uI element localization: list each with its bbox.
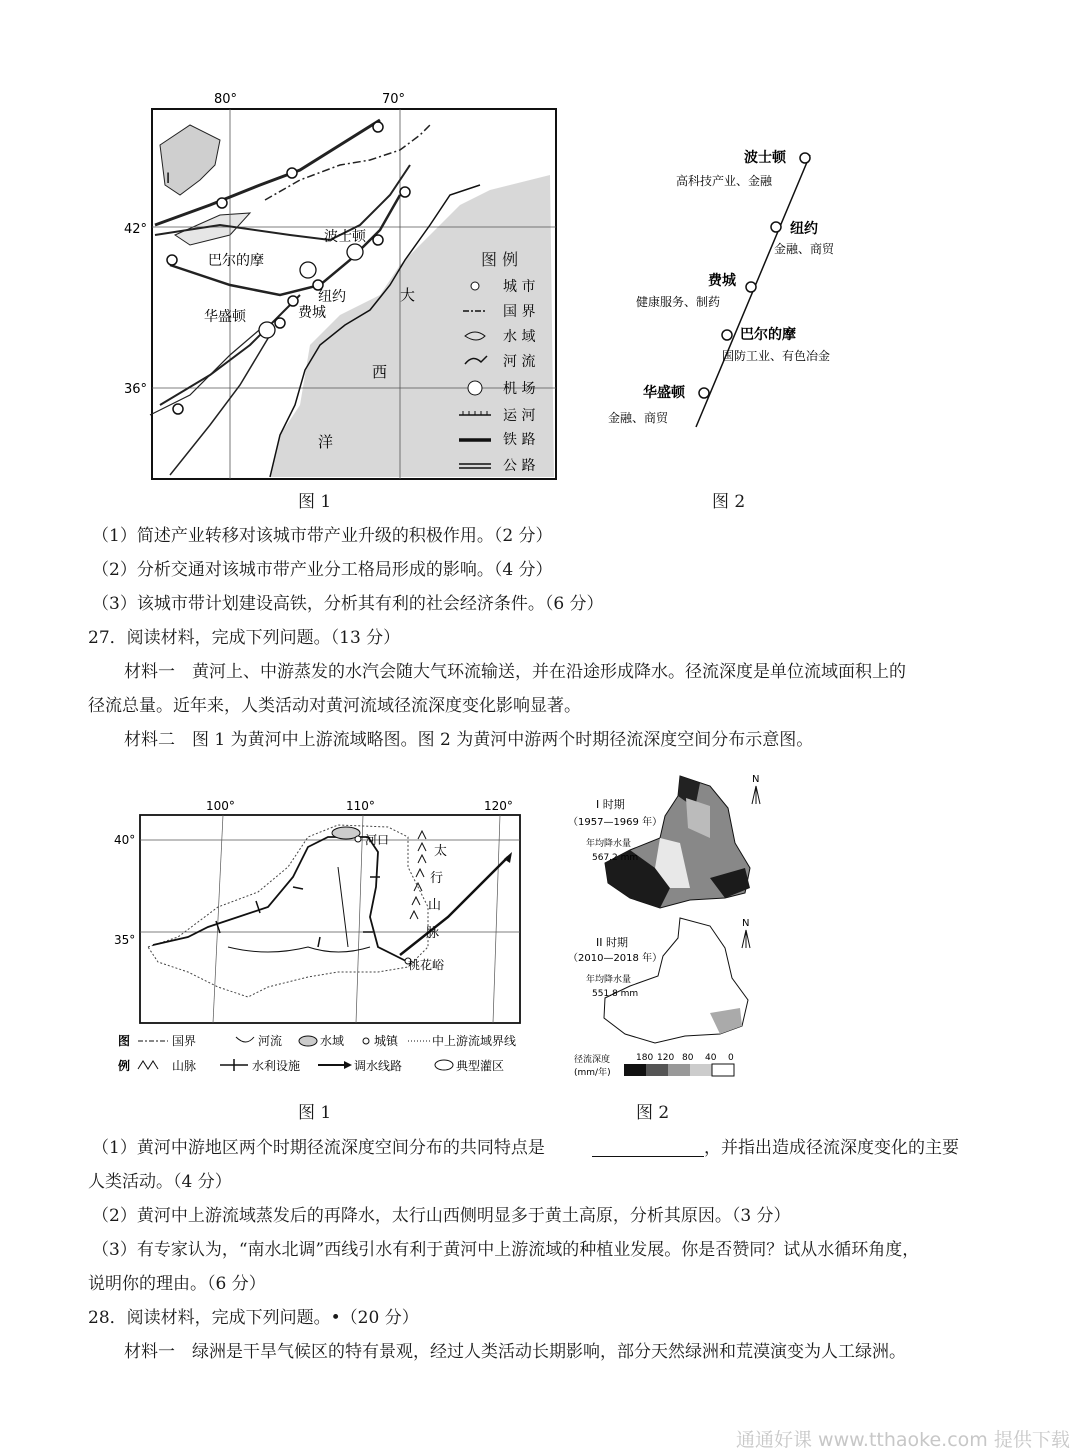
city-industry-diagram bbox=[600, 135, 870, 435]
svg-text:35°: 35° bbox=[114, 933, 136, 947]
q27-item-2: （2）黄河中上游流域蒸发后的再降水，太行山西侧明显多于黄土高原，分析其原因。（3 分） bbox=[92, 1206, 791, 1226]
svg-text:河口: 河口 bbox=[365, 833, 390, 847]
q27-material1-line1: 材料一 黄河上、中游蒸发的水汽会随大气环流输送，并在沿途形成降水。径流深度是单位流域面积上的 bbox=[124, 662, 906, 682]
svg-text:巴尔的摩: 巴尔的摩 bbox=[208, 253, 264, 269]
svg-text:水利设施: 水利设施 bbox=[252, 1059, 301, 1073]
svg-text:36°: 36° bbox=[124, 382, 148, 397]
svg-text:金融、商贸: 金融、商贸 bbox=[774, 242, 835, 256]
q26-item-1: （1）简述产业转移对该城市带产业升级的积极作用。（2 分） bbox=[92, 526, 553, 546]
svg-text:I: I bbox=[166, 171, 171, 187]
svg-text:N: N bbox=[742, 918, 750, 929]
legend-city: 城 市 bbox=[503, 279, 536, 295]
svg-text:100°: 100° bbox=[206, 799, 235, 813]
svg-text:(mm/年): (mm/年) bbox=[574, 1068, 611, 1078]
svg-text:典型灌区: 典型灌区 bbox=[456, 1059, 505, 1073]
legend-symbols bbox=[455, 278, 565, 488]
svg-text:华盛顿: 华盛顿 bbox=[643, 385, 685, 401]
q27-material1-line2: 径流总量。近年来，人类活动对黄河流域径流深度变化影响显著。 bbox=[88, 696, 581, 716]
svg-text:120°: 120° bbox=[484, 799, 513, 813]
legend-highway: 公 路 bbox=[503, 458, 536, 474]
svg-text:径流深度: 径流深度 bbox=[574, 1055, 611, 1065]
svg-text:健康服务、制药: 健康服务、制药 bbox=[636, 295, 721, 309]
q27-item-1-part3: 人类活动。（4 分） bbox=[88, 1172, 232, 1192]
q27-title: 27．阅读材料，完成下列问题。（13 分） bbox=[88, 628, 401, 648]
svg-text:42°: 42° bbox=[124, 222, 148, 237]
q27-material2: 材料二 图 1 为黄河中上游流域略图。图 2 为黄河中游两个时期径流深度空间分布示意图。 bbox=[124, 730, 814, 750]
fig1-caption: 图 1 bbox=[298, 492, 332, 512]
svg-text:西: 西 bbox=[372, 363, 388, 381]
q26-item-3: （3）该城市带计划建设高铁，分析其有利的社会经济条件。（6 分） bbox=[92, 594, 604, 614]
legend-river: 河 流 bbox=[503, 354, 536, 370]
svg-text:I 时期: I 时期 bbox=[596, 798, 625, 811]
svg-text:70°: 70° bbox=[382, 92, 406, 107]
svg-text:河流: 河流 bbox=[258, 1034, 283, 1048]
svg-text:费城: 费城 bbox=[298, 305, 326, 321]
svg-text:例: 例 bbox=[118, 1059, 131, 1073]
svg-text:波士顿: 波士顿 bbox=[744, 150, 786, 166]
svg-text:40: 40 bbox=[705, 1053, 717, 1063]
svg-text:桃花峪: 桃花峪 bbox=[408, 958, 445, 972]
svg-text:洋: 洋 bbox=[318, 433, 334, 451]
svg-text:国防工业、有色冶金: 国防工业、有色冶金 bbox=[722, 349, 831, 363]
svg-text:II 时期: II 时期 bbox=[596, 936, 628, 949]
svg-text:山: 山 bbox=[428, 898, 442, 913]
svg-text:纽约: 纽约 bbox=[318, 289, 346, 305]
legend-water: 水 域 bbox=[503, 329, 536, 345]
svg-text:调水线路: 调水线路 bbox=[354, 1059, 403, 1073]
map-legend bbox=[455, 252, 565, 492]
svg-text:行: 行 bbox=[430, 871, 444, 886]
svg-text:40°: 40° bbox=[114, 833, 136, 847]
legend-railway: 铁 路 bbox=[503, 432, 536, 448]
q27-fig1-caption: 图 1 bbox=[298, 1103, 332, 1123]
q26-item-2: （2）分析交通对该城市带产业分工格局形成的影响。（4 分） bbox=[92, 560, 553, 580]
svg-text:城镇: 城镇 bbox=[374, 1034, 399, 1048]
svg-text:波士顿: 波士顿 bbox=[324, 229, 366, 245]
svg-text:高科技产业、金融: 高科技产业、金融 bbox=[676, 174, 773, 188]
svg-text:N: N bbox=[752, 774, 760, 785]
svg-text:巴尔的摩: 巴尔的摩 bbox=[740, 327, 796, 343]
svg-text:551.8 mm: 551.8 mm bbox=[592, 989, 639, 999]
svg-text:图: 图 bbox=[118, 1034, 131, 1048]
q27-item-1-part1: （1）黄河中游地区两个时期径流深度空间分布的共同特点是 bbox=[92, 1138, 545, 1158]
svg-text:金融、商贸: 金融、商贸 bbox=[608, 411, 669, 425]
svg-text:纽约: 纽约 bbox=[790, 221, 818, 237]
svg-text:太: 太 bbox=[434, 844, 448, 859]
svg-text:山脉: 山脉 bbox=[172, 1059, 197, 1073]
q28-title: 28．阅读材料，完成下列问题。•（20 分） bbox=[88, 1308, 419, 1328]
svg-text:（2010—2018 年）: （2010—2018 年） bbox=[568, 953, 663, 964]
fig2-caption: 图 2 bbox=[712, 492, 746, 512]
svg-text:国界: 国界 bbox=[172, 1034, 197, 1048]
q27-item-3-line1: （3）有专家认为，“南水北调”西线引水有利于黄河中上游流域的种植业发展。你是否赞同？试从水循环角度， bbox=[92, 1240, 920, 1260]
svg-text:120: 120 bbox=[657, 1053, 675, 1063]
svg-text:大: 大 bbox=[400, 286, 416, 304]
svg-text:年均降水量: 年均降水量 bbox=[586, 839, 632, 849]
svg-text:80°: 80° bbox=[214, 92, 238, 107]
svg-text:年均降水量: 年均降水量 bbox=[586, 975, 632, 985]
svg-text:脉: 脉 bbox=[426, 926, 440, 941]
legend-border: 国 界 bbox=[503, 304, 536, 320]
svg-text:水域: 水域 bbox=[320, 1034, 345, 1048]
legend-airport: 机 场 bbox=[503, 381, 536, 397]
q27-fig2-caption: 图 2 bbox=[636, 1103, 670, 1123]
svg-text:180: 180 bbox=[636, 1053, 654, 1063]
svg-text:费城: 费城 bbox=[708, 273, 736, 289]
watermark: 通通好课 www.tthaoke.com 提供下载 bbox=[736, 1429, 1070, 1451]
legend-canal: 运 河 bbox=[503, 408, 536, 424]
svg-text:（1957—1969 年）: （1957—1969 年） bbox=[568, 817, 663, 828]
svg-text:110°: 110° bbox=[346, 799, 375, 813]
svg-text:中上游流域界线: 中上游流域界线 bbox=[432, 1034, 517, 1048]
answer-blank[interactable] bbox=[592, 1156, 704, 1157]
q27-item-1-part2: ，并指出造成径流深度变化的主要 bbox=[704, 1138, 959, 1158]
yellow-river-map bbox=[108, 797, 528, 1087]
svg-text:0: 0 bbox=[728, 1053, 734, 1063]
q27-item-3-line2: 说明你的理由。（6 分） bbox=[88, 1274, 266, 1294]
svg-text:华盛顿: 华盛顿 bbox=[204, 309, 246, 325]
svg-text:567.2 mm: 567.2 mm bbox=[592, 853, 639, 863]
svg-text:80: 80 bbox=[682, 1053, 694, 1063]
runoff-depth-maps bbox=[560, 768, 775, 1086]
q28-material1: 材料一 绿洲是干旱气候区的特有景观，经过人类活动长期影响，部分天然绿洲和荒漠演变为人工绿洲。 bbox=[124, 1342, 906, 1362]
legend-title: 图 例 bbox=[481, 250, 519, 269]
